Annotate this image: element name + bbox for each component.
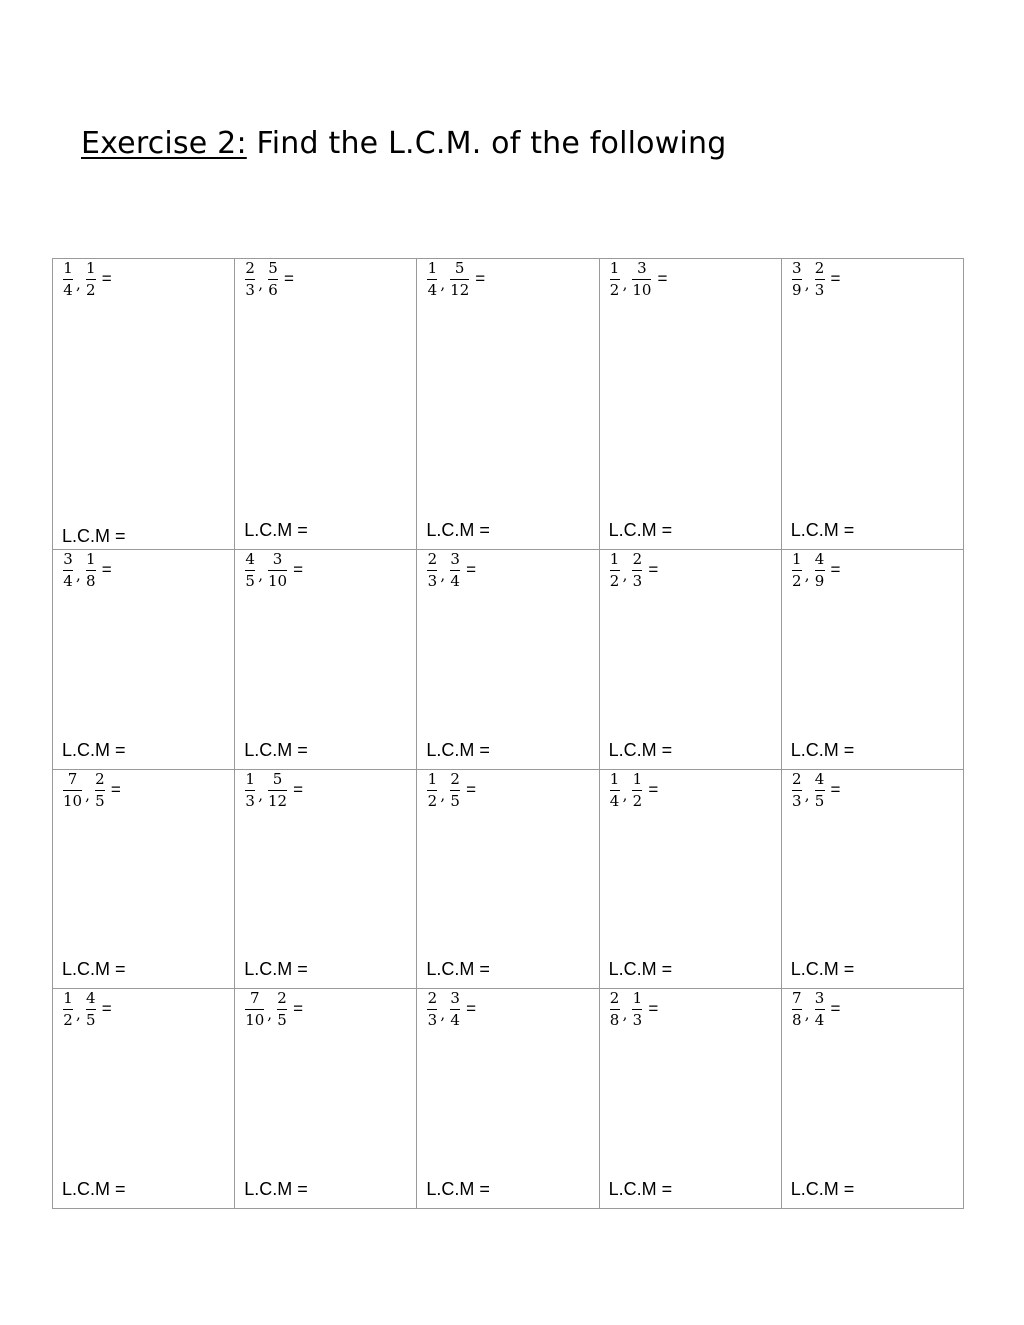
fraction [813,552,827,589]
numerator: 1 [86,550,96,568]
equals-sign: = [648,999,659,1018]
equals-sign: = [648,560,659,579]
numerator: 4 [814,770,825,788]
exercise-label: Exercise 2: [81,126,247,161]
numerator: 1 [632,989,643,1007]
comma-separator: , [804,566,810,584]
fraction [425,261,439,298]
fraction [266,261,280,298]
fraction-pair [608,991,659,1028]
numerator: 2 [632,550,643,568]
exercise-cell[interactable] [781,989,963,1209]
equals-sign: = [101,269,112,288]
numerator: 4 [245,550,255,568]
lcm-answer-label: L.C.M = [790,959,855,979]
numerator: 7 [791,989,802,1007]
lcm-answer-label: L.C.M = [608,520,673,540]
denominator: 12 [450,281,470,299]
denominator: 8 [86,572,96,590]
exercise-cell[interactable] [599,550,781,770]
equals-sign: = [830,560,841,579]
numerator: 2 [814,259,825,277]
numerator: 3 [450,989,460,1007]
comma-separator: , [258,566,263,584]
exercise-row [53,550,964,770]
fraction [61,552,75,589]
equals-sign: = [657,269,668,288]
denominator: 3 [427,1011,438,1029]
fraction [84,991,98,1028]
exercise-row [53,770,964,989]
fraction [790,991,804,1028]
denominator: 5 [277,1011,287,1029]
exercise-cell[interactable] [235,550,417,770]
fraction [425,991,439,1028]
fraction [243,552,257,589]
denominator: 3 [814,281,825,299]
exercise-cell[interactable] [599,259,781,550]
denominator: 9 [791,281,802,299]
equals-sign: = [466,999,477,1018]
numerator: 2 [791,770,802,788]
numerator: 1 [63,989,73,1007]
lcm-answer-label: L.C.M = [62,959,126,979]
fraction [630,552,644,589]
numerator: 1 [86,259,96,277]
numerator: 1 [245,770,255,788]
comma-separator: , [440,1005,446,1023]
denominator: 2 [632,792,643,810]
numerator: 7 [249,989,260,1007]
fraction [790,772,804,809]
fraction-pair [608,772,659,809]
denominator: 2 [609,281,620,299]
numerator: 5 [454,259,465,277]
fraction [61,991,75,1028]
numerator: 2 [427,550,438,568]
lcm-answer-label: L.C.M = [426,520,490,540]
fraction [630,261,653,298]
lcm-answer-label: L.C.M = [62,526,126,546]
denominator: 12 [267,792,288,810]
fraction [790,552,804,589]
equals-sign: = [466,780,477,799]
lcm-answer-label: L.C.M = [244,740,308,760]
equals-sign: = [830,269,841,288]
comma-separator: , [622,1005,628,1023]
fraction [630,991,644,1028]
exercise-cell[interactable] [781,770,963,989]
denominator: 5 [95,792,105,810]
fraction [448,261,471,298]
fraction [61,261,75,298]
numerator: 1 [427,770,438,788]
numerator: 3 [637,259,647,277]
equals-sign: = [283,269,294,288]
fraction-pair [790,261,841,298]
comma-separator: , [804,786,810,804]
numerator: 4 [86,989,96,1007]
comma-separator: , [440,275,446,293]
lcm-answer-label: L.C.M = [608,740,673,760]
fraction [93,772,107,809]
exercise-cell[interactable] [599,989,781,1209]
denominator: 2 [63,1011,73,1029]
equals-sign: = [475,269,486,288]
fraction [608,552,622,589]
denominator: 10 [267,572,288,590]
fraction-pair [61,552,112,589]
fraction-pair [790,991,841,1028]
exercise-cell[interactable] [417,989,599,1209]
lcm-answer-label: L.C.M = [62,740,126,760]
denominator: 5 [814,792,825,810]
equals-sign: = [830,999,841,1018]
fraction [243,772,257,809]
equals-sign: = [293,560,303,579]
exercise-cell[interactable] [417,550,599,770]
denominator: 3 [427,572,438,590]
fraction-pair [608,552,659,589]
denominator: 8 [609,1011,620,1029]
denominator: 4 [427,281,438,299]
equals-sign: = [648,780,659,799]
fraction-pair [425,991,476,1028]
fraction [813,261,827,298]
fraction-pair [243,772,303,809]
denominator: 10 [63,792,83,810]
denominator: 4 [814,1011,825,1029]
denominator: 4 [450,572,460,590]
lcm-answer-label: L.C.M = [790,740,855,760]
denominator: 6 [268,281,278,299]
equals-sign: = [101,560,112,579]
lcm-answer-label: L.C.M = [244,1179,308,1199]
denominator: 3 [791,792,802,810]
fraction [813,772,827,809]
numerator: 1 [609,770,620,788]
lcm-answer-label: L.C.M = [608,959,673,979]
denominator: 2 [86,281,96,299]
numerator: 5 [272,770,283,788]
comma-separator: , [258,275,263,293]
exercise-row [53,989,964,1209]
equals-sign: = [466,560,477,579]
numerator: 1 [427,259,438,277]
exercise-cell[interactable] [53,989,235,1209]
exercise-title [81,126,726,161]
fraction-pair [425,261,485,298]
exercise-cell[interactable] [235,770,417,989]
numerator: 1 [632,770,643,788]
exercise-cell[interactable] [53,550,235,770]
exercise-cell[interactable] [599,770,781,989]
denominator: 2 [427,792,438,810]
fraction-pair [790,552,841,589]
comma-separator: , [804,1005,810,1023]
fraction [275,991,289,1028]
fraction [790,261,804,298]
denominator: 3 [632,1011,643,1029]
numerator: 2 [609,989,620,1007]
fraction-pair [425,552,476,589]
lcm-answer-label: L.C.M = [426,959,490,979]
exercise-cell[interactable] [781,259,963,550]
comma-separator: , [85,786,90,804]
denominator: 10 [245,1011,265,1029]
exercise-cell[interactable] [53,259,235,550]
exercise-cell[interactable] [53,770,235,989]
fraction [448,991,462,1028]
numerator: 1 [609,550,620,568]
numerator: 7 [67,770,78,788]
numerator: 5 [268,259,278,277]
comma-separator: , [622,786,628,804]
exercise-cell[interactable] [417,770,599,989]
exercise-instruction: Find the L.C.M. of the following [246,126,727,161]
exercise-cell[interactable] [781,550,963,770]
fraction [608,991,622,1028]
exercise-row [53,259,964,550]
equals-sign: = [101,999,112,1018]
fraction-pair [61,991,112,1028]
comma-separator: , [267,1005,273,1023]
fraction [266,552,289,589]
lcm-answer-label: L.C.M = [426,740,490,760]
numerator: 3 [272,550,283,568]
denominator: 2 [609,572,620,590]
fraction [84,261,98,298]
fraction-pair [425,772,476,809]
fraction [61,772,84,809]
fraction-pair [790,772,841,809]
denominator: 9 [814,572,825,590]
comma-separator: , [76,275,81,293]
numerator: 2 [95,770,105,788]
fraction [84,552,98,589]
exercise-cell[interactable] [235,259,417,550]
comma-separator: , [76,1005,81,1023]
denominator: 4 [63,281,73,299]
denominator: 10 [632,281,652,299]
lcm-answer-label: L.C.M = [790,1179,855,1199]
numerator: 3 [791,259,802,277]
fraction [448,772,462,809]
equals-sign: = [110,780,121,799]
fraction [448,552,462,589]
fraction [425,772,439,809]
denominator: 4 [450,1011,460,1029]
fraction-pair [243,991,303,1028]
fraction-pair [243,261,294,298]
equals-sign: = [293,780,303,799]
fraction [266,772,289,809]
comma-separator: , [622,275,628,293]
fraction-pair [61,772,121,809]
numerator: 2 [245,259,255,277]
exercise-grid [52,258,964,1209]
comma-separator: , [804,275,810,293]
denominator: 3 [245,281,255,299]
fraction [608,261,622,298]
lcm-answer-label: L.C.M = [426,1179,490,1199]
numerator: 2 [277,989,287,1007]
fraction [608,772,622,809]
denominator: 4 [63,572,73,590]
fraction [425,552,439,589]
fraction [630,772,644,809]
fraction-pair [608,261,668,298]
comma-separator: , [622,566,628,584]
numerator: 3 [63,550,73,568]
lcm-answer-label: L.C.M = [62,1179,126,1199]
comma-separator: , [440,566,446,584]
denominator: 3 [245,792,255,810]
numerator: 1 [609,259,620,277]
numerator: 3 [450,550,460,568]
fraction-pair [61,261,112,298]
numerator: 4 [814,550,825,568]
numerator: 1 [791,550,802,568]
equals-sign: = [293,999,303,1018]
numerator: 3 [814,989,825,1007]
comma-separator: , [258,786,263,804]
lcm-answer-label: L.C.M = [608,1179,673,1199]
denominator: 5 [245,572,255,590]
numerator: 2 [427,989,438,1007]
fraction [813,991,827,1028]
denominator: 5 [450,792,460,810]
exercise-cell[interactable] [417,259,599,550]
exercise-cell[interactable] [235,989,417,1209]
denominator: 3 [632,572,643,590]
denominator: 5 [86,1011,96,1029]
denominator: 4 [609,792,620,810]
fraction-pair [243,552,303,589]
denominator: 8 [791,1011,802,1029]
fraction [243,261,257,298]
lcm-answer-label: L.C.M = [244,959,308,979]
denominator: 2 [791,572,802,590]
lcm-answer-label: L.C.M = [244,520,308,540]
fraction [243,991,266,1028]
numerator: 1 [63,259,73,277]
equals-sign: = [830,780,841,799]
comma-separator: , [440,786,446,804]
comma-separator: , [76,566,81,584]
numerator: 2 [450,770,460,788]
lcm-answer-label: L.C.M = [790,520,855,540]
